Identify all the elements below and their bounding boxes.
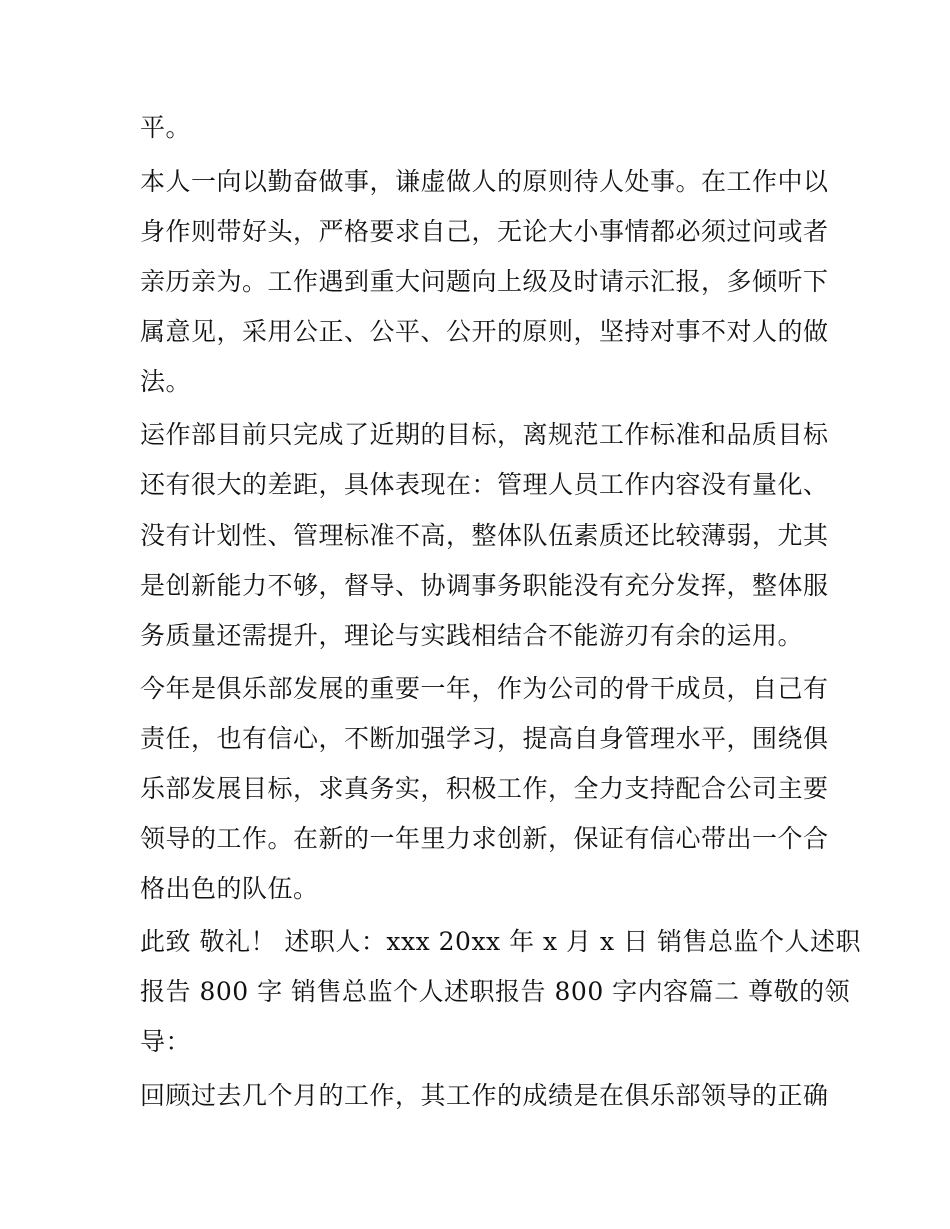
text-line: 回顾过去几个月的工作，其工作的成绩是在俱乐部领导的正确 xyxy=(140,1081,829,1110)
text-line: 身作则带好头，严格要求自己，无论大小事情都必须过问或者 xyxy=(140,217,829,246)
text-line: 运作部目前只完成了近期的目标，离规范工作标准和品质目标 xyxy=(140,420,829,449)
text-line: 亲历亲为。工作遇到重大问题向上级及时请示汇报，多倾听下 xyxy=(140,267,829,296)
text-line: 格出色的队伍。 xyxy=(140,874,319,903)
text-line: 本人一向以勤奋做事，谦虚做人的原则待人处事。在工作中以 xyxy=(140,167,829,196)
text-line: 属意见，采用公正、公平、公开的原则，坚持对事不对人的做 xyxy=(140,317,829,346)
text-line: 是创新能力不够，督导、协调事务职能没有充分发挥，整体服 xyxy=(140,571,829,600)
text-line: 法。 xyxy=(140,367,192,396)
text-line: 报告 800 字 销售总监个人述职报告 800 字内容篇二 尊敬的领 xyxy=(140,977,851,1006)
text-line: 导： xyxy=(140,1027,192,1056)
text-line: 平。 xyxy=(140,113,192,142)
text-line: 没有计划性、管理标准不高，整体队伍素质还比较薄弱，尤其 xyxy=(140,521,829,550)
text-line: 务质量还需提升，理论与实践相结合不能游刃有余的运用。 xyxy=(140,621,804,650)
text-line: 责任，也有信心，不断加强学习，提高自身管理水平，围绕俱 xyxy=(140,724,829,753)
text-line: 乐部发展目标，求真务实，积极工作，全力支持配合公司主要 xyxy=(140,774,829,803)
text-line: 此致 敬礼！ 述职人：xxx 20xx 年 x 月 x 日 销售总监个人述职 xyxy=(140,927,862,956)
text-line: 还有很大的差距，具体表现在：管理人员工作内容没有量化、 xyxy=(140,470,829,499)
text-line: 领导的工作。在新的一年里力求创新，保证有信心带出一个合 xyxy=(140,824,829,853)
text-line: 今年是俱乐部发展的重要一年，作为公司的骨干成员，自己有 xyxy=(140,674,829,703)
